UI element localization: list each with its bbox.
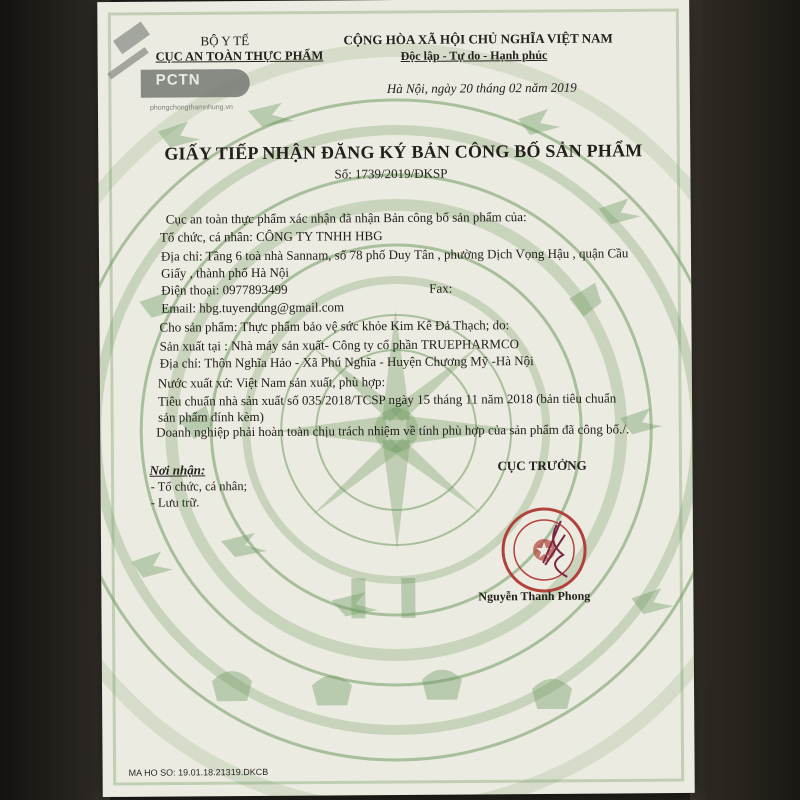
body-fax: Fax: (429, 280, 453, 296)
ministry-name: BỘ Y TẾ (200, 33, 250, 49)
body-address-line1: Địa chỉ: Tầng 6 toà nhà Sannam, số 78 phố Duy Tân , phường Dịch Vọng Hậu , quận Cầu (160, 245, 629, 264)
recipient-item: - Tổ chức, cá nhân; (150, 479, 248, 494)
body-origin: Nước xuất xứ: Việt Nam sản xuất, phù hợp: (157, 374, 386, 391)
body-manufacturer-address: Địa chỉ: Thôn Nghĩa Hảo - Xã Phú Nghĩa - Huyện Chương Mỹ -Hà Nội (159, 353, 534, 371)
chief-title: CỤC TRƯỞNG (497, 457, 587, 474)
country-name: CỘNG HÒA XÃ HỘI CHỦ NGHĨA VIỆT NAM (343, 30, 613, 48)
body-phone: Điện thoại: 0977893499 (161, 281, 288, 298)
recipients-title: Nơi nhận: (149, 462, 206, 478)
document-sheet (97, 0, 695, 797)
body-organization: Tổ chức, cá nhân: CÔNG TY TNHH HBG (159, 228, 383, 245)
pctn-logo-text: PCTN (155, 71, 201, 89)
body-manufacturer: Sản xuất tại : Nhà máy sản xuất- Công ty cổ phần TRUEPHARMCO (159, 336, 520, 354)
document-number: Số: 1739/2019/ĐKSP (334, 165, 448, 182)
issue-date: Hà Nội, ngày 20 tháng 02 năm 2019 (386, 79, 577, 97)
body-responsibility: Doanh nghiệp phải hoàn toàn chịu trách nhiệm về tính phù hợp của sản phẩm đã công bố./. (156, 421, 630, 440)
document-title: GIẤY TIẾP NHẬN ĐĂNG KÝ BẢN CÔNG BỐ SẢN PHẨM (164, 140, 643, 164)
agency-name: CỤC AN TOÀN THỰC PHẨM (155, 48, 324, 64)
background-right (690, 0, 800, 800)
recipient-item: - Lưu trữ. (150, 495, 200, 510)
national-motto: Độc lập - Tự do - Hạnh phúc (400, 47, 548, 63)
body-email: Email: hbg.tuyendung@gmail.com (161, 299, 345, 316)
body-product: Cho sản phẩm: Thực phẩm bảo vệ sức khỏe Kim Kê Đả Thạch; do: (159, 317, 510, 335)
body-standard-line1: Tiêu chuẩn nhà sản xuất số 035/2018/TCSP ngày 15 tháng 11 năm 2018 (bản tiêu chuẩn (157, 390, 617, 409)
record-code: MA HO SO: 19.01.18.21319.DKCB (128, 766, 269, 778)
body-address-line2: Giấy , thành phố Hà Nội (161, 264, 289, 281)
body-standard-line2: sản phẩm đính kèm) (158, 408, 264, 425)
watermark-site: phongchongthamnhung.vn (149, 104, 233, 112)
official-stamp-icon (499, 505, 590, 596)
background-left (0, 0, 110, 800)
body-intro: Cục an toàn thực phẩm xác nhận đã nhận Bản công bố sản phẩm của: (165, 209, 527, 227)
signer-name: Nguyễn Thanh Phong (478, 588, 591, 604)
